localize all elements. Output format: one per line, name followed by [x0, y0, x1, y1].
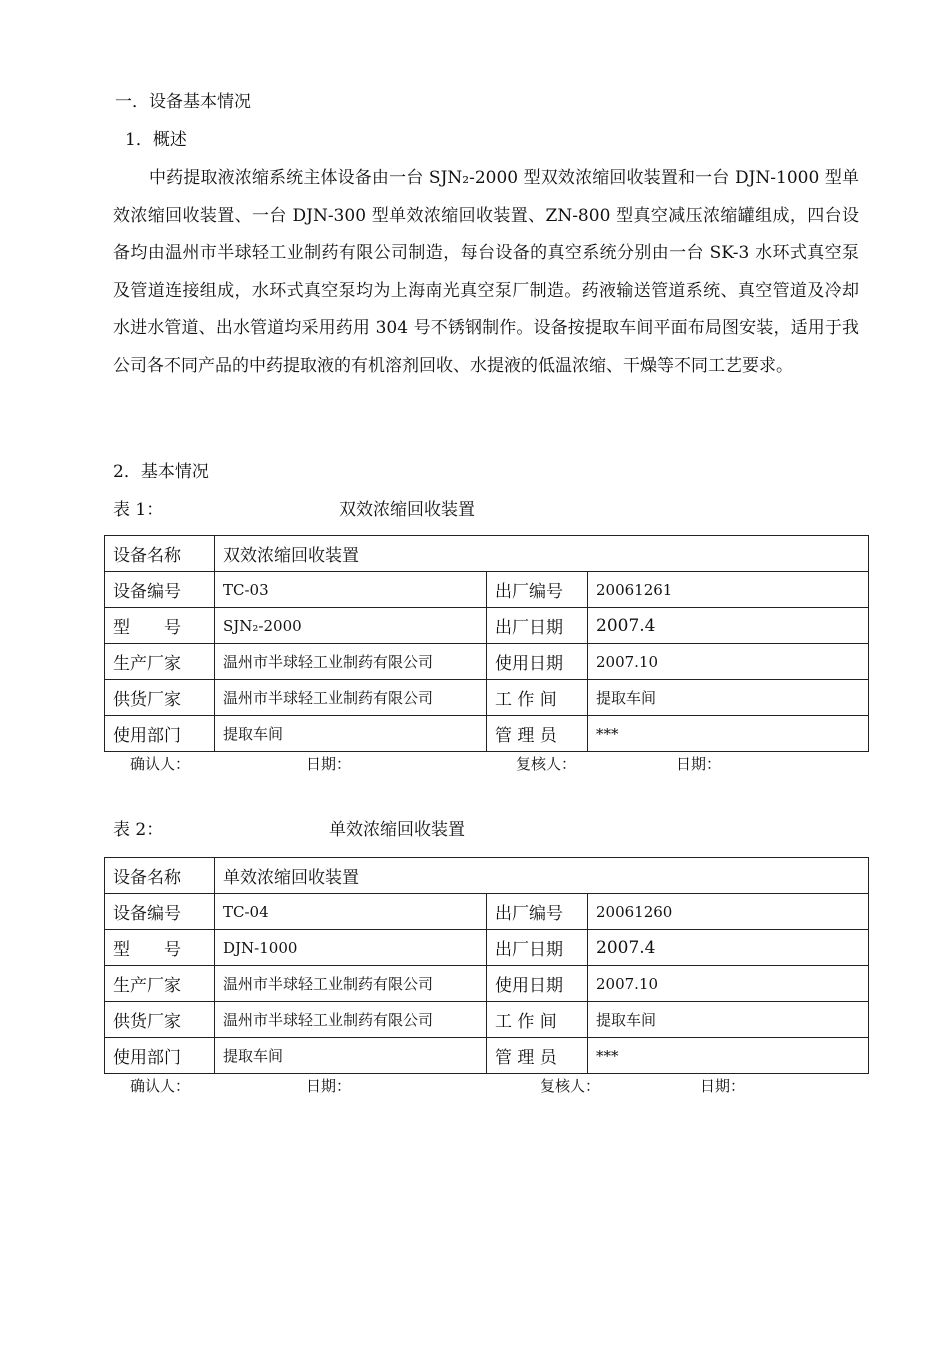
table-1-caption: [113, 498, 613, 522]
table-row: [105, 858, 869, 894]
value-supplier: 温州市半球轻工业制药有限公司: [215, 680, 487, 716]
table-row: [105, 930, 869, 966]
label-workshop: 工 作 间: [487, 1002, 588, 1038]
label-model: 型 号: [105, 930, 215, 966]
table-row: [105, 1002, 869, 1038]
section-heading: 一．设备基本情况: [115, 92, 251, 112]
equipment-table-1: [104, 535, 869, 752]
table-row: [105, 644, 869, 680]
label-supplier: 供货厂家: [105, 1002, 215, 1038]
table-2-caption: [113, 818, 613, 842]
label-factory-number: 出厂编号: [487, 572, 588, 608]
table-row: [105, 680, 869, 716]
label-use-date: 使用日期: [487, 644, 588, 680]
label-administrator: 管 理 员: [487, 716, 588, 752]
value-administrator: ***: [588, 716, 869, 752]
label-department: 使用部门: [105, 716, 215, 752]
date-label-2: 日期：: [676, 755, 722, 773]
review-label: 复核人：: [516, 755, 577, 773]
label-use-date: 使用日期: [487, 966, 588, 1002]
value-use-date: 2007.10: [588, 644, 869, 680]
value-administrator: ***: [588, 1038, 869, 1074]
table-row: [105, 1038, 869, 1074]
table-row: [105, 716, 869, 752]
table-row: [105, 536, 869, 572]
label-equipment-code: 设备编号: [105, 572, 215, 608]
value-model: DJN-1000: [215, 930, 487, 966]
value-department: 提取车间: [215, 1038, 487, 1074]
table-1-caption-title: 双效浓缩回收装置: [339, 500, 475, 520]
value-factory-date: 2007.4: [588, 930, 869, 966]
equipment-table-2: [104, 857, 869, 1074]
date-label-2: 日期：: [700, 1077, 746, 1095]
label-supplier: 供货厂家: [105, 680, 215, 716]
overview-heading: 1．概述: [125, 130, 187, 150]
value-supplier: 温州市半球轻工业制药有限公司: [215, 1002, 487, 1038]
value-department: 提取车间: [215, 716, 487, 752]
table-row: [105, 894, 869, 930]
value-manufacturer: 温州市半球轻工业制药有限公司: [215, 966, 487, 1002]
value-factory-number: 20061261: [588, 572, 869, 608]
label-equipment-code: 设备编号: [105, 894, 215, 930]
overview-paragraph: 中药提取液浓缩系统主体设备由一台 SJN₂-2000 型双效浓缩回收装置和一台 DJN-1000 型单效浓缩回收装置、一台 DJN-300 型单效浓缩回收装置、ZN-800 型真空减压浓缩罐组成，四台设备均由温州市半球轻工业制药有限公司制造，每台设备的真空系统分别由一台 SK-3 水环式真空泵及管道连接组成，水环式真空泵均为上海南光真空泵厂制造。药液输送管道系统、真空管道及冷却水进水管道、出水管道均采用药用 304 号不锈钢制作。设备按提取车间平面布局图安装，适用于我公司各不同产品的中药提取液的有机溶剂回收、水提液的低温浓缩、干燥等不同工艺要求。: [113, 168, 859, 376]
label-manufacturer: 生产厂家: [105, 966, 215, 1002]
value-equipment-name: 单效浓缩回收装置: [215, 858, 869, 894]
table-row: [105, 966, 869, 1002]
value-workshop: 提取车间: [588, 680, 869, 716]
value-workshop: 提取车间: [588, 1002, 869, 1038]
value-factory-number: 20061260: [588, 894, 869, 930]
value-use-date: 2007.10: [588, 966, 869, 1002]
label-factory-number: 出厂编号: [487, 894, 588, 930]
value-model: SJN₂-2000: [215, 608, 487, 644]
table-1-caption-label: 表 1：: [113, 500, 164, 520]
table-2-caption-label: 表 2：: [113, 820, 164, 840]
value-equipment-name: 双效浓缩回收装置: [215, 536, 869, 572]
label-administrator: 管 理 员: [487, 1038, 588, 1074]
confirm-label: 确认人：: [130, 1077, 191, 1095]
value-manufacturer: 温州市半球轻工业制药有限公司: [215, 644, 487, 680]
table-row: [105, 572, 869, 608]
value-factory-date: 2007.4: [588, 608, 869, 644]
label-equipment-name: 设备名称: [105, 858, 215, 894]
table-row: [105, 608, 869, 644]
label-manufacturer: 生产厂家: [105, 644, 215, 680]
label-department: 使用部门: [105, 1038, 215, 1074]
date-label-1: 日期：: [306, 755, 352, 773]
label-workshop: 工 作 间: [487, 680, 588, 716]
basic-info-heading: 2．基本情况: [113, 462, 209, 482]
value-equipment-code: TC-04: [215, 894, 487, 930]
label-model: 型 号: [105, 608, 215, 644]
table-2-caption-title: 单效浓缩回收装置: [329, 820, 465, 840]
value-equipment-code: TC-03: [215, 572, 487, 608]
label-equipment-name: 设备名称: [105, 536, 215, 572]
label-factory-date: 出厂日期: [487, 930, 588, 966]
label-factory-date: 出厂日期: [487, 608, 588, 644]
date-label-1: 日期：: [306, 1077, 352, 1095]
confirm-label: 确认人：: [130, 755, 191, 773]
review-label: 复核人：: [540, 1077, 601, 1095]
